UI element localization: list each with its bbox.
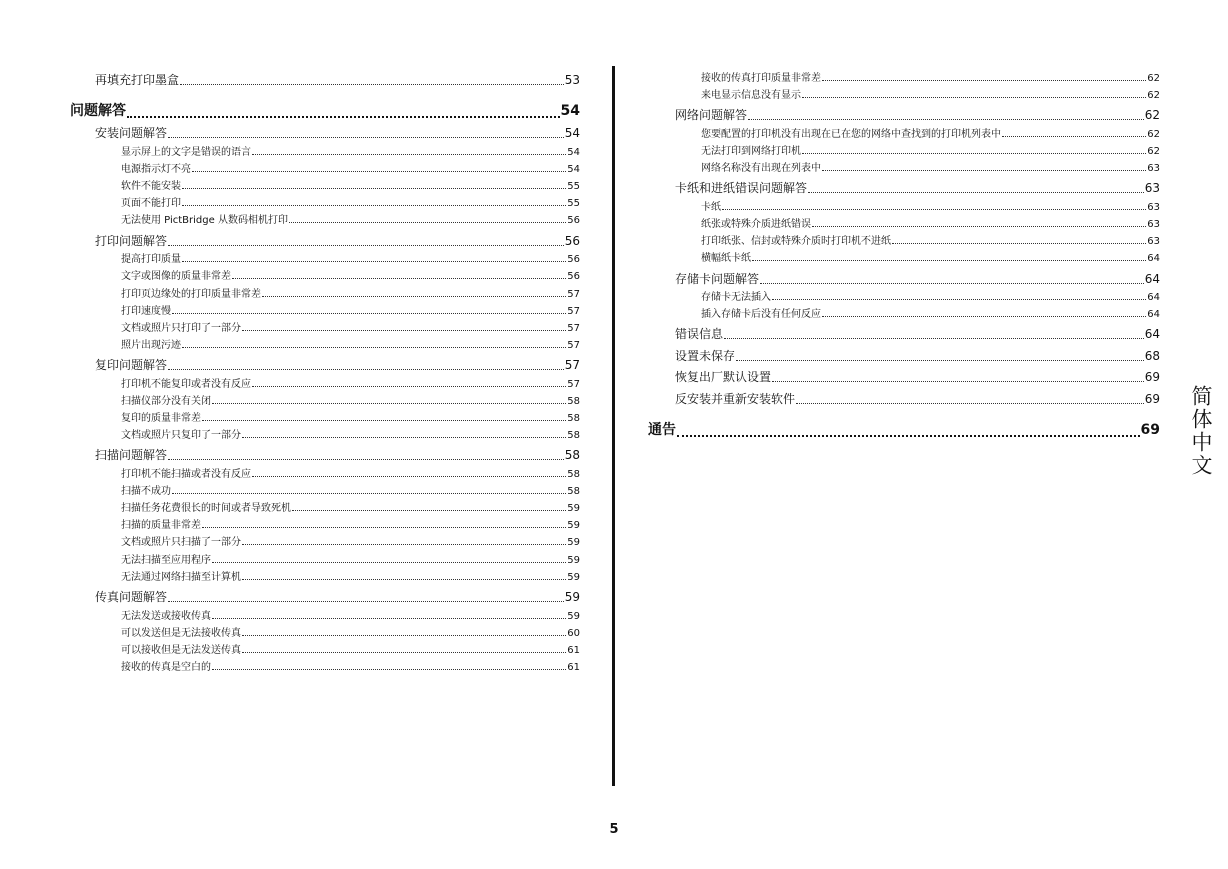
dot-leader <box>202 527 566 528</box>
toc-entry-label: 安装问题解答 <box>95 126 168 140</box>
toc-entry <box>121 641 580 656</box>
dot-leader <box>182 347 566 348</box>
toc-entry <box>121 516 580 531</box>
toc-entry-page: 64 <box>1147 292 1160 303</box>
dot-leader <box>242 579 566 580</box>
toc-entry <box>70 100 580 120</box>
toc-entry-label: 接收的传真是空白的 <box>121 662 211 673</box>
dot-leader <box>242 544 566 545</box>
dot-leader <box>168 137 564 138</box>
toc-entry <box>95 71 580 88</box>
dot-leader <box>892 243 1146 244</box>
toc-entry-label: 问题解答 <box>70 103 126 119</box>
toc-entry <box>121 319 580 334</box>
toc-entry <box>121 194 580 209</box>
toc-entry <box>121 302 580 317</box>
toc-entry-page: 58 <box>567 413 580 424</box>
toc-entry <box>701 288 1160 303</box>
toc-entry-page: 64 <box>1147 253 1160 264</box>
toc-entry <box>121 409 580 424</box>
toc-entry-label: 无法通过网络扫描至计算机 <box>121 572 241 583</box>
dot-leader <box>242 652 566 653</box>
toc-entry-label: 网络问题解答 <box>675 108 748 122</box>
toc-entry <box>121 250 580 265</box>
toc-entry-label: 您要配置的打印机没有出现在已在您的网络中查找到的打印机列表中 <box>701 129 1001 140</box>
toc-entry-page: 68 <box>1144 349 1160 363</box>
dot-leader <box>802 153 1146 154</box>
toc-entry <box>675 179 1160 196</box>
dot-leader <box>822 80 1146 81</box>
toc-entry-page: 54 <box>560 103 580 119</box>
toc-entry-label: 打印机不能扫描或者没有反应 <box>121 469 251 480</box>
dot-leader <box>242 437 566 438</box>
toc-entry <box>701 305 1160 320</box>
dot-leader <box>182 261 566 262</box>
dot-leader <box>802 97 1146 98</box>
toc-entry <box>701 215 1160 230</box>
toc-entry-label: 错误信息 <box>675 327 724 341</box>
toc-entry-page: 69 <box>1140 422 1160 438</box>
toc-entry-page: 56 <box>567 271 580 282</box>
dot-leader <box>127 116 560 118</box>
toc-entry <box>95 356 580 373</box>
dot-leader <box>808 192 1144 193</box>
toc-entry <box>675 106 1160 123</box>
toc-entry-page: 62 <box>1147 129 1160 140</box>
dot-leader <box>812 226 1146 227</box>
toc-entry <box>675 325 1160 342</box>
dot-leader <box>168 459 564 460</box>
dot-leader <box>232 278 566 279</box>
toc-entry <box>121 624 580 639</box>
toc-entry <box>95 124 580 141</box>
toc-entry <box>121 336 580 351</box>
toc-entry-page: 58 <box>567 396 580 407</box>
toc-entry <box>701 86 1160 101</box>
dot-leader <box>262 296 566 297</box>
toc-entry-label: 无法发送或接收传真 <box>121 611 211 622</box>
toc-entry <box>121 375 580 390</box>
toc-entry-page: 56 <box>567 254 580 265</box>
toc-entry <box>121 658 580 673</box>
toc-entry <box>121 533 580 548</box>
toc-entry-label: 照片出现污迹 <box>121 340 181 351</box>
toc-entry-label: 存储卡问题解答 <box>675 272 760 286</box>
toc-entry <box>95 232 580 249</box>
dot-leader <box>212 562 566 563</box>
toc-entry-label: 文档或照片只扫描了一部分 <box>121 537 241 548</box>
dot-leader <box>242 635 566 636</box>
toc-entry-page: 57 <box>567 379 580 390</box>
toc-entry-page: 59 <box>567 555 580 566</box>
toc-entry-page: 61 <box>567 645 580 656</box>
toc-entry-label: 无法扫描至应用程序 <box>121 555 211 566</box>
column-divider <box>612 66 615 786</box>
dot-leader <box>722 209 1146 210</box>
toc-entry-page: 56 <box>567 215 580 226</box>
toc-entry <box>121 285 580 300</box>
toc-entry-page: 55 <box>567 198 580 209</box>
toc-entry <box>95 446 580 463</box>
toc-entry-label: 纸张或特殊介质进纸错误 <box>701 219 811 230</box>
dot-leader <box>292 510 566 511</box>
toc-entry-label: 打印速度慢 <box>121 306 171 317</box>
toc-entry-page: 59 <box>567 572 580 583</box>
dot-leader <box>822 316 1146 317</box>
dot-leader <box>172 313 566 314</box>
toc-entry-page: 69 <box>1144 370 1160 384</box>
toc-entry-label: 打印机不能复印或者没有反应 <box>121 379 251 390</box>
toc-entry-page: 63 <box>1147 163 1160 174</box>
toc-entry-page: 63 <box>1147 236 1160 247</box>
toc-entry <box>701 142 1160 157</box>
toc-entry-page: 55 <box>567 181 580 192</box>
toc-entry-page: 57 <box>567 289 580 300</box>
toc-entry-page: 63 <box>1147 219 1160 230</box>
toc-entry-page: 60 <box>567 628 580 639</box>
toc-entry <box>121 568 580 583</box>
toc-entry-label: 传真问题解答 <box>95 590 168 604</box>
toc-entry-page: 56 <box>564 234 580 248</box>
dot-leader <box>252 476 566 477</box>
toc-entry-page: 57 <box>564 358 580 372</box>
toc-entry-page: 58 <box>567 430 580 441</box>
dot-leader <box>772 299 1146 300</box>
language-tab: 简体中文 <box>1189 385 1213 477</box>
dot-leader <box>192 171 566 172</box>
toc-entry <box>701 232 1160 247</box>
toc-entry <box>121 551 580 566</box>
toc-entry-page: 59 <box>567 503 580 514</box>
toc-entry <box>675 347 1160 364</box>
toc-entry-label: 网络名称没有出现在列表中 <box>701 163 821 174</box>
toc-entry-label: 无法使用 PictBridge 从数码相机打印 <box>121 215 288 226</box>
toc-entry-page: 54 <box>567 164 580 175</box>
toc-entry <box>121 482 580 497</box>
toc-entry-page: 59 <box>567 537 580 548</box>
toc-entry-label: 扫描的质量非常差 <box>121 520 201 531</box>
toc-entry-label: 来电显示信息没有显示 <box>701 90 801 101</box>
toc-entry <box>121 465 580 480</box>
toc-entry-label: 恢复出厂默认设置 <box>675 370 772 384</box>
toc-entry-label: 扫描问题解答 <box>95 448 168 462</box>
toc-entry-label: 扫描仪部分没有关闭 <box>121 396 211 407</box>
toc-entry-page: 64 <box>1147 309 1160 320</box>
dot-leader <box>724 338 1144 339</box>
toc-entry-page: 57 <box>567 340 580 351</box>
toc-entry <box>701 198 1160 213</box>
dot-leader <box>212 403 566 404</box>
toc-entry-page: 59 <box>567 520 580 531</box>
toc-entry-page: 62 <box>1147 90 1160 101</box>
toc-entry-label: 页面不能打印 <box>121 198 181 209</box>
toc-entry-label: 文档或照片只打印了一部分 <box>121 323 241 334</box>
toc-entry-page: 54 <box>564 126 580 140</box>
toc-entry <box>701 69 1160 84</box>
toc-entry <box>121 267 580 282</box>
toc-entry-label: 复印的质量非常差 <box>121 413 201 424</box>
toc-entry-page: 62 <box>1144 108 1160 122</box>
toc-entry-label: 提高打印质量 <box>121 254 181 265</box>
toc-entry-page: 53 <box>564 73 580 87</box>
toc-entry-page: 57 <box>567 306 580 317</box>
toc-entry-label: 文档或照片只复印了一部分 <box>121 430 241 441</box>
toc-entry-page: 64 <box>1144 327 1160 341</box>
toc-entry-page: 69 <box>1144 392 1160 406</box>
toc-entry-label: 可以接收但是无法发送传真 <box>121 645 241 656</box>
dot-leader <box>677 435 1140 437</box>
toc-entry-page: 63 <box>1144 181 1160 195</box>
toc-entry-label: 通告 <box>648 422 676 438</box>
dot-leader <box>748 119 1144 120</box>
dot-leader <box>772 381 1144 382</box>
toc-entry <box>648 419 1160 439</box>
dot-leader <box>180 84 564 85</box>
toc-entry-page: 62 <box>1147 146 1160 157</box>
toc-entry-page: 61 <box>567 662 580 673</box>
toc-entry <box>95 588 580 605</box>
dot-leader <box>760 283 1144 284</box>
dot-leader <box>242 330 566 331</box>
toc-entry-label: 插入存储卡后没有任何反应 <box>701 309 821 320</box>
toc-entry <box>701 249 1160 264</box>
toc-entry-page: 59 <box>567 611 580 622</box>
toc-entry-page: 59 <box>564 590 580 604</box>
dot-leader <box>212 669 566 670</box>
toc-entry-label: 电源指示灯不亮 <box>121 164 191 175</box>
toc-entry-label: 打印页边缘处的打印质量非常差 <box>121 289 261 300</box>
dot-leader <box>252 154 566 155</box>
dot-leader <box>822 170 1146 171</box>
toc-entry <box>121 499 580 514</box>
dot-leader <box>202 420 566 421</box>
toc-entry-label: 打印问题解答 <box>95 234 168 248</box>
toc-entry <box>121 607 580 622</box>
toc-entry <box>121 211 580 226</box>
toc-entry-page: 58 <box>564 448 580 462</box>
toc-entry <box>675 368 1160 385</box>
toc-entry-page: 62 <box>1147 73 1160 84</box>
toc-entry-label: 可以发送但是无法接收传真 <box>121 628 241 639</box>
dot-leader <box>1002 136 1146 137</box>
toc-entry <box>121 392 580 407</box>
toc-entry-label: 横幅纸卡纸 <box>701 253 751 264</box>
toc-entry <box>121 143 580 158</box>
dot-leader <box>168 601 564 602</box>
dot-leader <box>182 188 566 189</box>
toc-entry-label: 文字或图像的质量非常差 <box>121 271 231 282</box>
toc-entry-label: 再填充打印墨盒 <box>95 73 180 87</box>
toc-entry <box>675 390 1160 407</box>
toc-entry-label: 接收的传真打印质量非常差 <box>701 73 821 84</box>
toc-entry-label: 显示屏上的文字是错误的语言 <box>121 147 251 158</box>
dot-leader <box>752 260 1146 261</box>
dot-leader <box>168 369 564 370</box>
toc-entry <box>701 159 1160 174</box>
toc-entry-label: 无法打印到网络打印机 <box>701 146 801 157</box>
dot-leader <box>796 403 1144 404</box>
toc-entry-label: 复印问题解答 <box>95 358 168 372</box>
toc-entry-label: 扫描任务花费很长的时间或者导致死机 <box>121 503 291 514</box>
toc-entry <box>121 177 580 192</box>
dot-leader <box>168 245 564 246</box>
toc-entry-page: 58 <box>567 486 580 497</box>
toc-entry <box>701 125 1160 140</box>
toc-entry-label: 反安装并重新安装软件 <box>675 392 796 406</box>
toc-entry-label: 存储卡无法插入 <box>701 292 771 303</box>
toc-entry-label: 卡纸和进纸错误问题解答 <box>675 181 808 195</box>
toc-entry-label: 设置未保存 <box>675 349 736 363</box>
toc-entry-label: 打印纸张、信封或特殊介质时打印机不进纸 <box>701 236 891 247</box>
dot-leader <box>182 205 566 206</box>
dot-leader <box>289 222 566 223</box>
dot-leader <box>736 360 1144 361</box>
toc-entry-page: 63 <box>1147 202 1160 213</box>
dot-leader <box>212 618 566 619</box>
toc-entry-page: 57 <box>567 323 580 334</box>
page-number: 5 <box>609 822 619 837</box>
toc-entry <box>121 160 580 175</box>
toc-entry-label: 扫描不成功 <box>121 486 171 497</box>
toc-entry-label: 软件不能安装 <box>121 181 181 192</box>
toc-entry-label: 卡纸 <box>701 202 721 213</box>
toc-entry-page: 64 <box>1144 272 1160 286</box>
toc-entry <box>675 270 1160 287</box>
dot-leader <box>252 386 566 387</box>
toc-entry-page: 58 <box>567 469 580 480</box>
dot-leader <box>172 493 566 494</box>
toc-entry-page: 54 <box>567 147 580 158</box>
toc-entry <box>121 426 580 441</box>
